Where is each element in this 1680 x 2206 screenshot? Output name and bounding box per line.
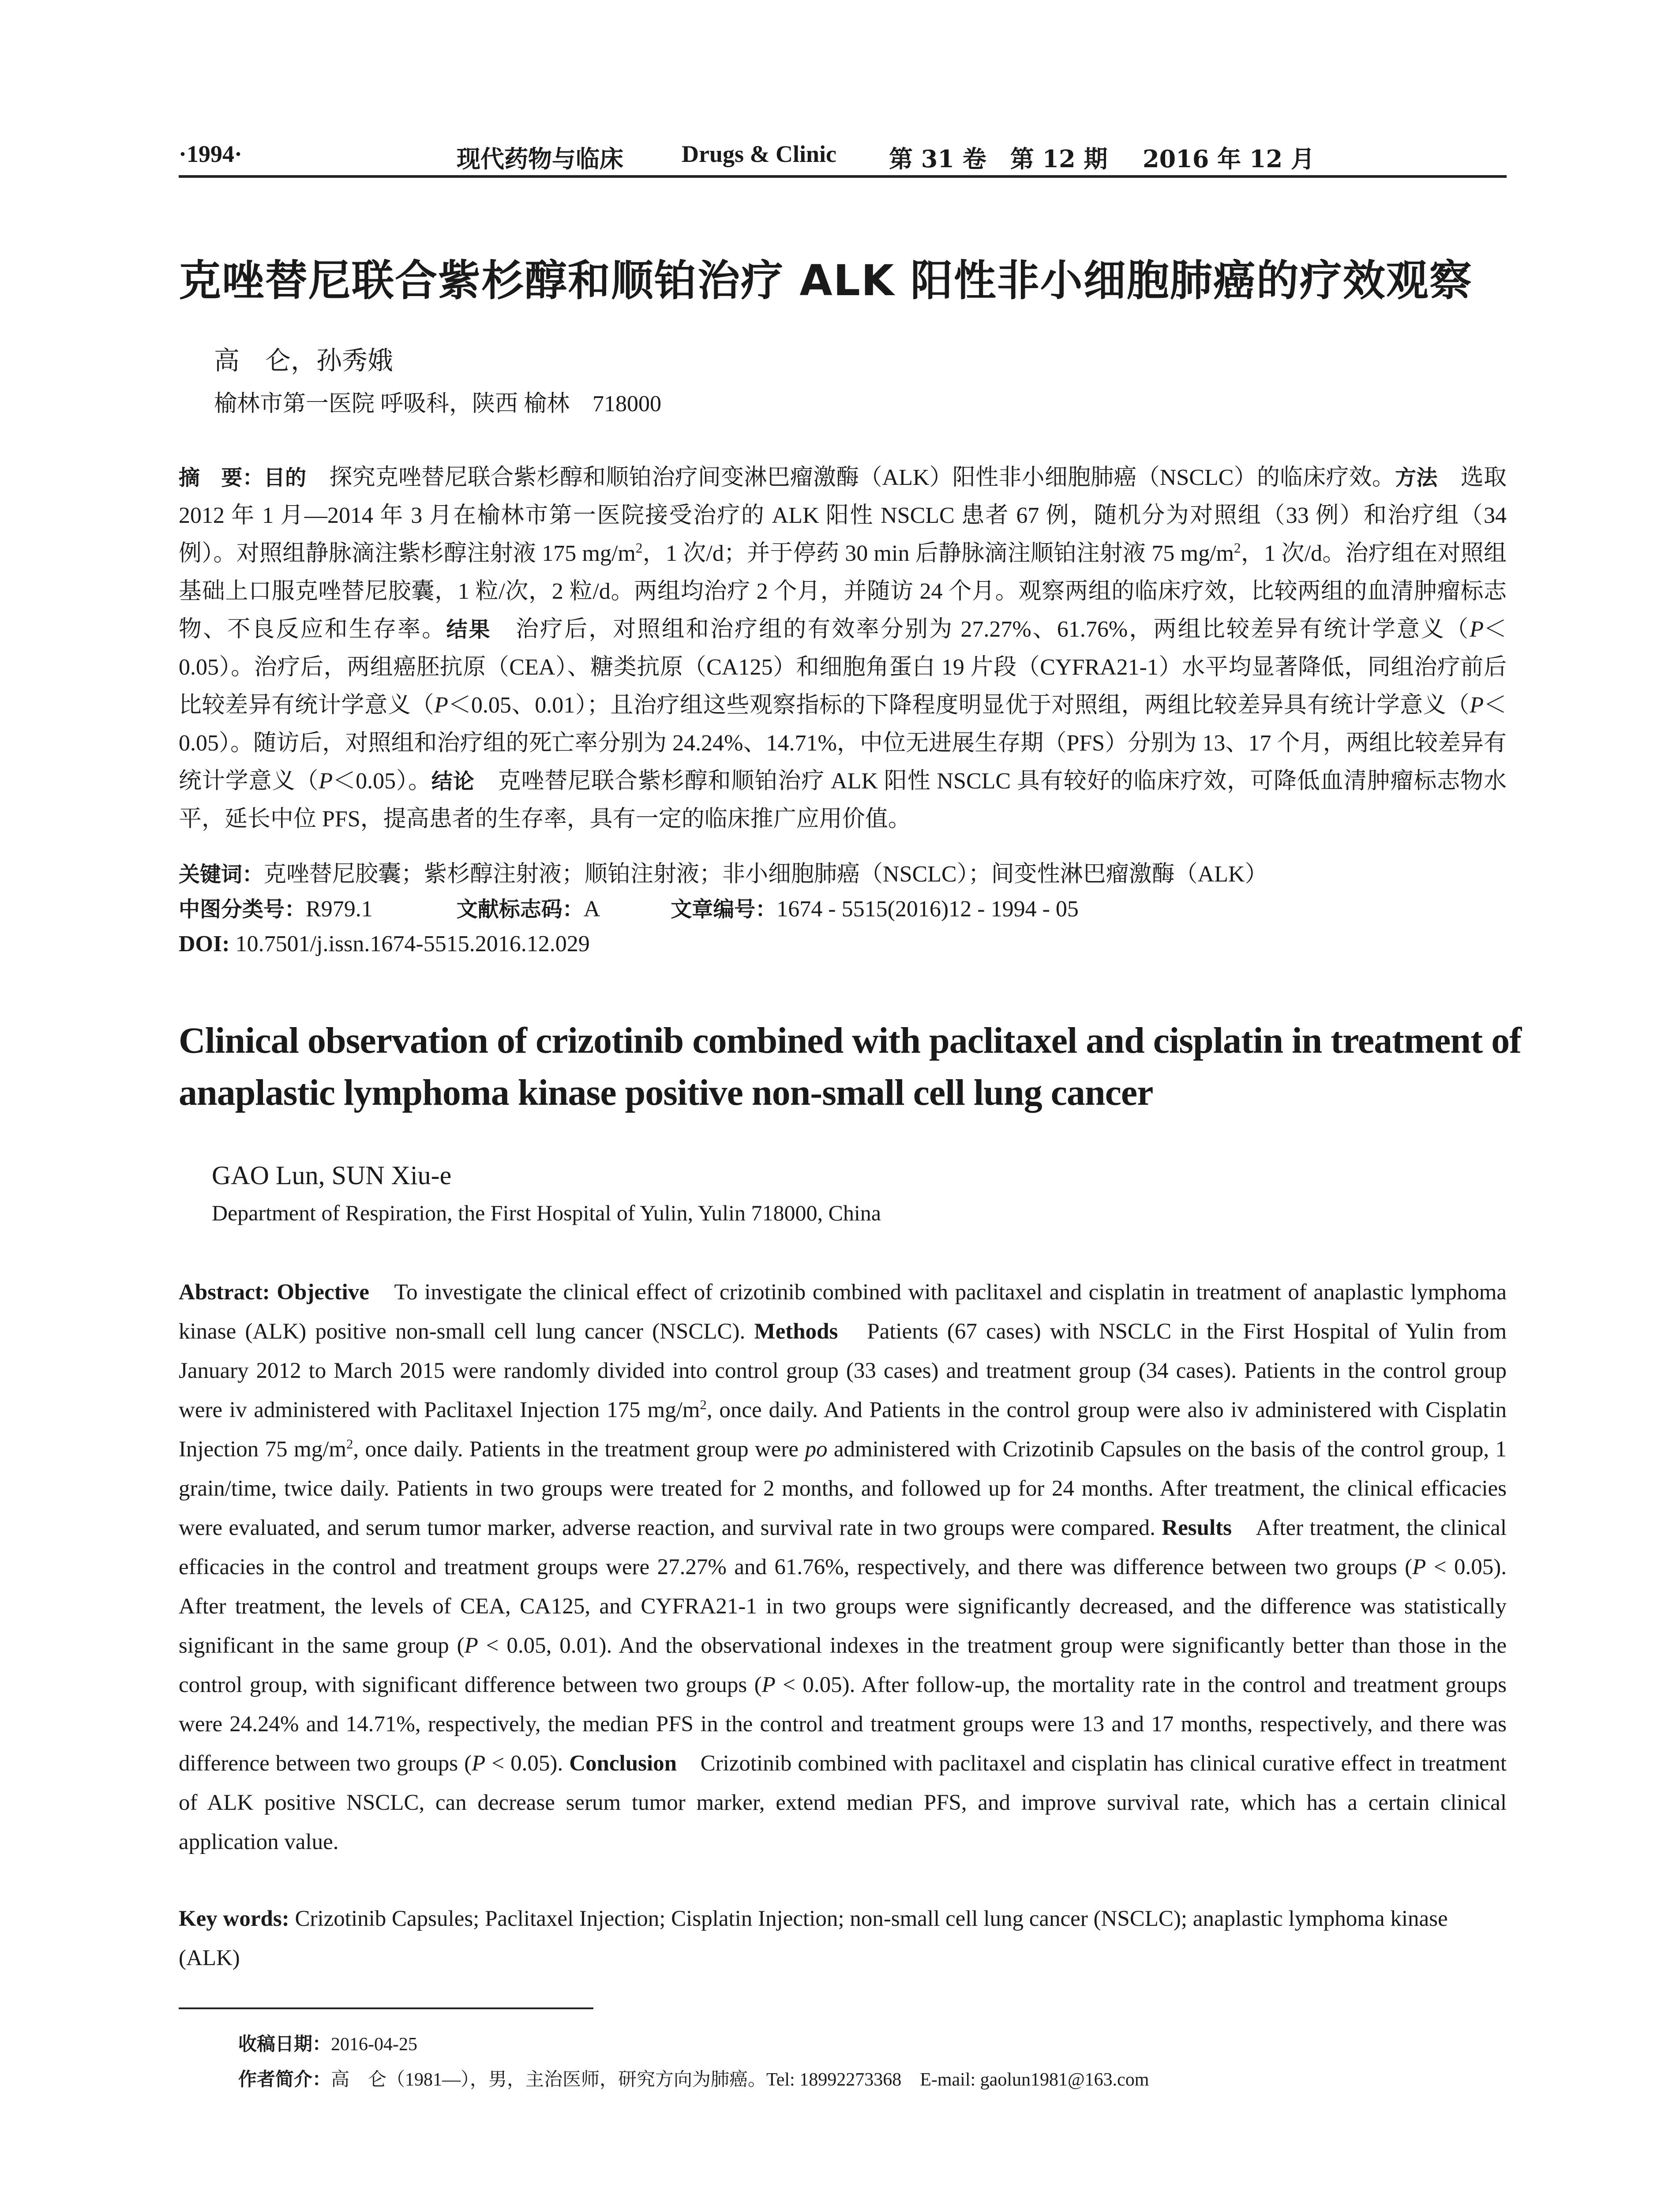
page-number: ·1994· bbox=[179, 141, 243, 167]
results-text-en: < 0.05). bbox=[485, 1751, 570, 1776]
abstract-cn bbox=[179, 459, 1507, 838]
results-text-en: After treatment, the clinical efficacies in the control and treatment groups were 27.27% and 61.76%, respectively, and there was difference between two groups ( bbox=[179, 1516, 1507, 1579]
conclusion-label-cn: 结论 bbox=[431, 769, 475, 794]
affiliation-cn: 榆林市第一医院 呼吸科，陕西 榆林 718000 bbox=[214, 391, 662, 416]
methods-label-en: Methods bbox=[754, 1319, 838, 1344]
author-bio-value: 高 仑（1981—），男，主治医师，研究方向为肺癌。Tel: 18992273368 E-mail: gaolun1981@163.com bbox=[331, 2070, 1149, 2090]
conclusion-text-cn: 克唑替尼联合紫杉醇和顺铂治疗 ALK 阳性 NSCLC 具有较好的临床疗效，可降低血清肿瘤标志物水平，延长中位 PFS，提高患者的生存率，具有一定的临床推广应用价值。 bbox=[179, 769, 1507, 832]
received-value: 2016-04-25 bbox=[331, 2034, 417, 2055]
abstract-cn-label: 摘 要： bbox=[179, 465, 264, 490]
keywords-en bbox=[179, 1899, 1507, 1978]
methods-text-en: , once daily. And Patients in the control group were also iv administered with Cisplatin Injection 75 mg/m bbox=[179, 1398, 1507, 1462]
received-label: 收稿日期： bbox=[238, 2033, 331, 2055]
results-text-en: < 0.05, 0.01). And the observational indexes in the treatment group were significantly better than those in the control group, with significant difference between two groups ( bbox=[179, 1633, 1507, 1697]
volume-issue: 第 31 卷 第 12 期 bbox=[889, 145, 1108, 173]
methods-text-cn: ，1 次/d。治疗组在对照组基础上口服克唑替尼胶囊，1 粒/次，2 粒/d。两组均治疗 2 个月，并随访 24 个月。观察两组的临床疗效，比较两组的血清肿瘤标志物、不良反应和生存率。 bbox=[179, 541, 1507, 642]
doi-label: DOI: bbox=[179, 931, 230, 957]
results-text-cn: ＜0.05）。随访后，对照组和治疗组的死亡率分别为 24.24%、14.71%，中位无进展生存期（PFS）分别为 13、17 个月，两组比较差异有统计学意义（ bbox=[179, 693, 1507, 794]
issue-date: 2016 年 12 月 bbox=[1143, 145, 1315, 173]
p-symbol: P bbox=[434, 693, 448, 718]
results-text-en: < 0.05). After follow-up, the mortality rate in the control and treatment groups were 24.24% and 14.71%, respectively, the median PFS in the control and treatment groups were 13 and 17 months, respectively, and there was difference between two groups ( bbox=[179, 1673, 1507, 1776]
header-rule bbox=[179, 175, 1507, 178]
p-symbol: P bbox=[472, 1751, 486, 1776]
methods-text-cn: ，1 次/d；并于停药 30 min 后静脉滴注顺铂注射液 75 mg/m bbox=[642, 541, 1234, 566]
author-bio bbox=[238, 2065, 1149, 2091]
superscript: 2 bbox=[1234, 540, 1241, 556]
superscript: 2 bbox=[346, 1437, 353, 1452]
conclusion-text-en: Crizotinib combined with paclitaxel and cisplatin has clinical curative effect in treatment of ALK positive NSCLC, can decrease serum tumor marker, extend median PFS, and improve survival rate, which has a certain clinical application value. bbox=[179, 1751, 1507, 1854]
abstract-en bbox=[179, 1273, 1507, 1862]
conclusion-label-en: Conclusion bbox=[569, 1751, 677, 1776]
po-italic: po bbox=[805, 1437, 828, 1462]
results-label-en: Results bbox=[1162, 1516, 1232, 1540]
results-text-cn: ＜0.05）。 bbox=[333, 769, 431, 794]
article-number-label: 文章编号： bbox=[671, 897, 777, 922]
objective-text-en: To investigate the clinical effect of crizotinib combined with paclitaxel and cisplatin in treatment of anaplastic lymphoma kinase (ALK) positive non-small cell lung cancer (NSCLC). bbox=[179, 1280, 1507, 1344]
keywords-cn-text: 克唑替尼胶囊；紫杉醇注射液；顺铂注射液；非小细胞肺癌（NSCLC）；间变性淋巴瘤激酶（ALK） bbox=[263, 862, 1268, 887]
p-symbol: P bbox=[1412, 1555, 1426, 1579]
results-text-cn: ＜0.05、0.01）；且治疗组这些观察指标的下降程度明显优于对照组，两组比较差异具有统计学意义（ bbox=[448, 693, 1470, 718]
running-header bbox=[179, 140, 1507, 173]
methods-label-cn: 方法 bbox=[1395, 465, 1438, 490]
methods-text-cn: 选取 2012 年 1 月—2014 年 3 月在榆林市第一医院接受治疗的 ALK 阳性 NSCLC 患者 67 例，随机分为对照组（33 例）和治疗组（34 例）。对照组静脉滴注紫杉醇注射液 175 mg/m bbox=[179, 465, 1507, 566]
article-number-value: 1674 - 5515(2016)12 - 1994 - 05 bbox=[776, 897, 1079, 922]
keywords-cn-label: 关键词： bbox=[179, 862, 264, 887]
results-text-cn: 治疗后，对照组和治疗组的有效率分别为 27.27%、61.76%，两组比较差异有统计学意义（ bbox=[491, 617, 1470, 642]
doc-code-value: A bbox=[583, 897, 600, 922]
clc-value: R979.1 bbox=[306, 897, 373, 922]
p-symbol: P bbox=[1470, 617, 1484, 642]
clc-label: 中图分类号： bbox=[179, 897, 306, 922]
objective-text-cn: 探究克唑替尼联合紫杉醇和顺铂治疗间变淋巴瘤激酶（ALK）阳性非小细胞肺癌（NSCLC）的临床疗效。 bbox=[306, 465, 1395, 490]
keywords-en-label: Key words: bbox=[179, 1906, 289, 1931]
received-date bbox=[238, 2030, 417, 2056]
article-title-cn: 克唑替尼联合紫杉醇和顺铂治疗 ALK 阳性非小细胞肺癌的疗效观察 bbox=[179, 256, 1473, 305]
p-symbol: P bbox=[464, 1633, 478, 1658]
keywords-cn bbox=[179, 855, 1268, 888]
footnote-rule bbox=[179, 2007, 593, 2009]
results-text-en: < 0.05). After treatment, the levels of CEA, CA125, and CYFRA21-1 in two groups were significantly decreased, and the difference was statistically significant in the same group ( bbox=[179, 1555, 1507, 1658]
authors-cn: 高 仑，孙秀娥 bbox=[214, 346, 394, 375]
superscript: 2 bbox=[700, 1397, 707, 1412]
abstract-en-label: Abstract: Objective bbox=[179, 1280, 369, 1305]
p-symbol: P bbox=[761, 1673, 776, 1697]
classification-row bbox=[179, 892, 1079, 923]
methods-text-en: , once daily. Patients in the treatment group were bbox=[353, 1437, 805, 1462]
journal-name-en: Drugs & Clinic bbox=[682, 141, 836, 167]
objective-label-cn: 目的 bbox=[263, 465, 307, 490]
keywords-en-text: Crizotinib Capsules; Paclitaxel Injection; Cisplatin Injection; non-small cell lung cancer (NSCLC); anaplastic lymphoma kinase (ALK) bbox=[179, 1906, 1448, 1970]
doi-row bbox=[179, 931, 590, 957]
p-symbol: P bbox=[1470, 693, 1484, 718]
results-label-cn: 结果 bbox=[446, 617, 491, 642]
methods-text-en: administered with Crizotinib Capsules on the basis of the control group, 1 grain/time, twice daily. Patients in two groups were treated for 2 months, and followed up for 24 months. After treatment, the clinical efficacies were evaluated, and serum tumor marker, adverse reaction, and survival rate in two groups were compared. bbox=[179, 1437, 1507, 1540]
author-bio-label: 作者简介： bbox=[238, 2068, 331, 2090]
methods-text-en: Patients (67 cases) with NSCLC in the First Hospital of Yulin from January 2012 to March 2015 were randomly divided into control group (33 cases) and treatment group (34 cases). Patients in the control group were iv administered with Paclitaxel Injection 175 mg/m bbox=[179, 1319, 1507, 1422]
affiliation-en: Department of Respiration, the First Hospital of Yulin, Yulin 718000, China bbox=[212, 1201, 881, 1225]
doc-code-label: 文献标志码： bbox=[456, 897, 584, 922]
superscript: 2 bbox=[635, 540, 643, 556]
journal-name-cn: 现代药物与临床 bbox=[457, 145, 623, 173]
p-symbol: P bbox=[319, 769, 333, 794]
authors-en: GAO Lun, SUN Xiu-e bbox=[212, 1161, 452, 1190]
doi-value[interactable]: 10.7501/j.issn.1674-5515.2016.12.029 bbox=[229, 931, 590, 957]
results-text-cn: ＜0.05）。治疗后，两组癌胚抗原（CEA）、糖类抗原（CA125）和细胞角蛋白 19 片段（CYFRA21-1）水平均显著降低，同组治疗前后比较差异有统计学意义（ bbox=[179, 617, 1507, 718]
article-title-en: Clinical observation of crizotinib combined with paclitaxel and cisplatin in treatment of anaplastic lymphoma kinase positive non-small cell lung cancer bbox=[179, 1020, 1522, 1113]
